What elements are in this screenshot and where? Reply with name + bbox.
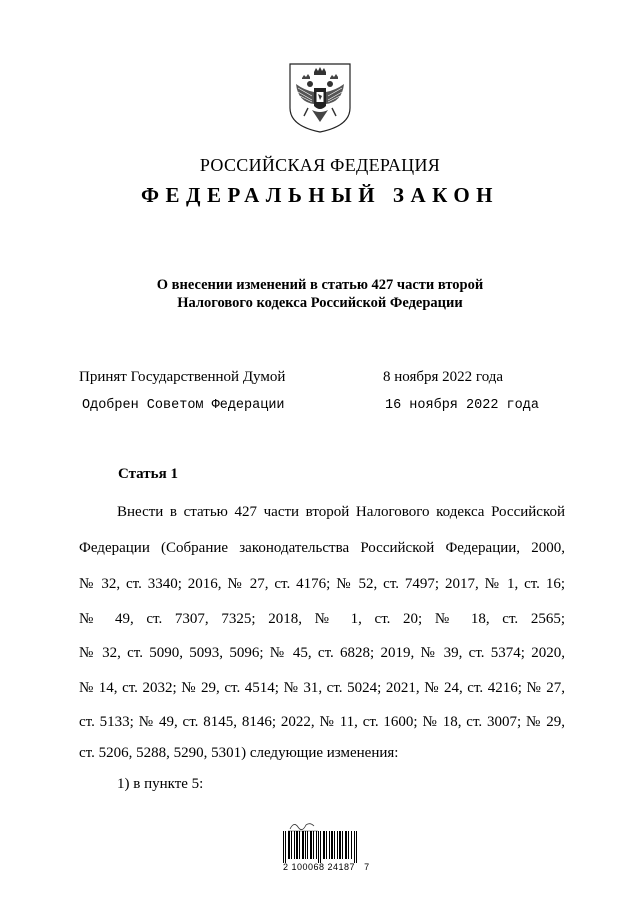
adopted-label: Принят Государственной Думой [79, 369, 286, 385]
law-title [0, 276, 640, 312]
article-text-line: № 32, ст. 5090, 5093, 5096; № 45, ст. 6828; 2019, № 39, ст. 5374; 2020, [79, 645, 565, 661]
law-title-line-2: Налогового кодекса Российской Федерации [177, 295, 463, 311]
article-text-line: № 14, ст. 2032; № 29, ст. 4514; № 31, ст. 5024; 2021, № 24, ст. 4216; № 27, [79, 680, 565, 696]
approved-date: 16 ноября 2022 года [385, 398, 539, 413]
article-text-line: Федерации (Собрание законодательства Российской Федерации, 2000, [79, 540, 565, 556]
law-type: ФЕДЕРАЛЬНЫЙ ЗАКОН [141, 183, 499, 207]
barcode-number: 2 100068 24187 7 [283, 862, 370, 872]
barcode-icon [283, 831, 359, 863]
article-text-line: Внести в статью 427 части второй Налогового кодекса Российской [117, 504, 565, 520]
law-title-line-1: О внесении изменений в статью 427 части второй [156, 277, 484, 293]
article-text-line: № 49, ст. 7307, 7325; 2018, № 1, ст. 20; № 18, ст. 2565; [79, 611, 565, 627]
country-name: РОССИЙСКАЯ ФЕДЕРАЦИЯ [199, 155, 441, 175]
coat-of-arms-icon [288, 62, 352, 134]
article-text-line: ст. 5206, 5288, 5290, 5301) следующие изменения: [79, 745, 399, 761]
list-item-1: 1) в пункте 5: [117, 776, 204, 792]
article-text-line: ст. 5133; № 49, ст. 8145, 8146; 2022, № 11, ст. 1600; № 18, ст. 3007; № 29, [79, 714, 565, 730]
article-text-line: № 32, ст. 3340; 2016, № 27, ст. 4176; № 52, ст. 7497; 2017, № 1, ст. 16; [79, 576, 565, 592]
article-heading: Статья 1 [118, 466, 178, 482]
approved-label: Одобрен Советом Федерации [82, 398, 285, 413]
adopted-date: 8 ноября 2022 года [383, 369, 504, 385]
